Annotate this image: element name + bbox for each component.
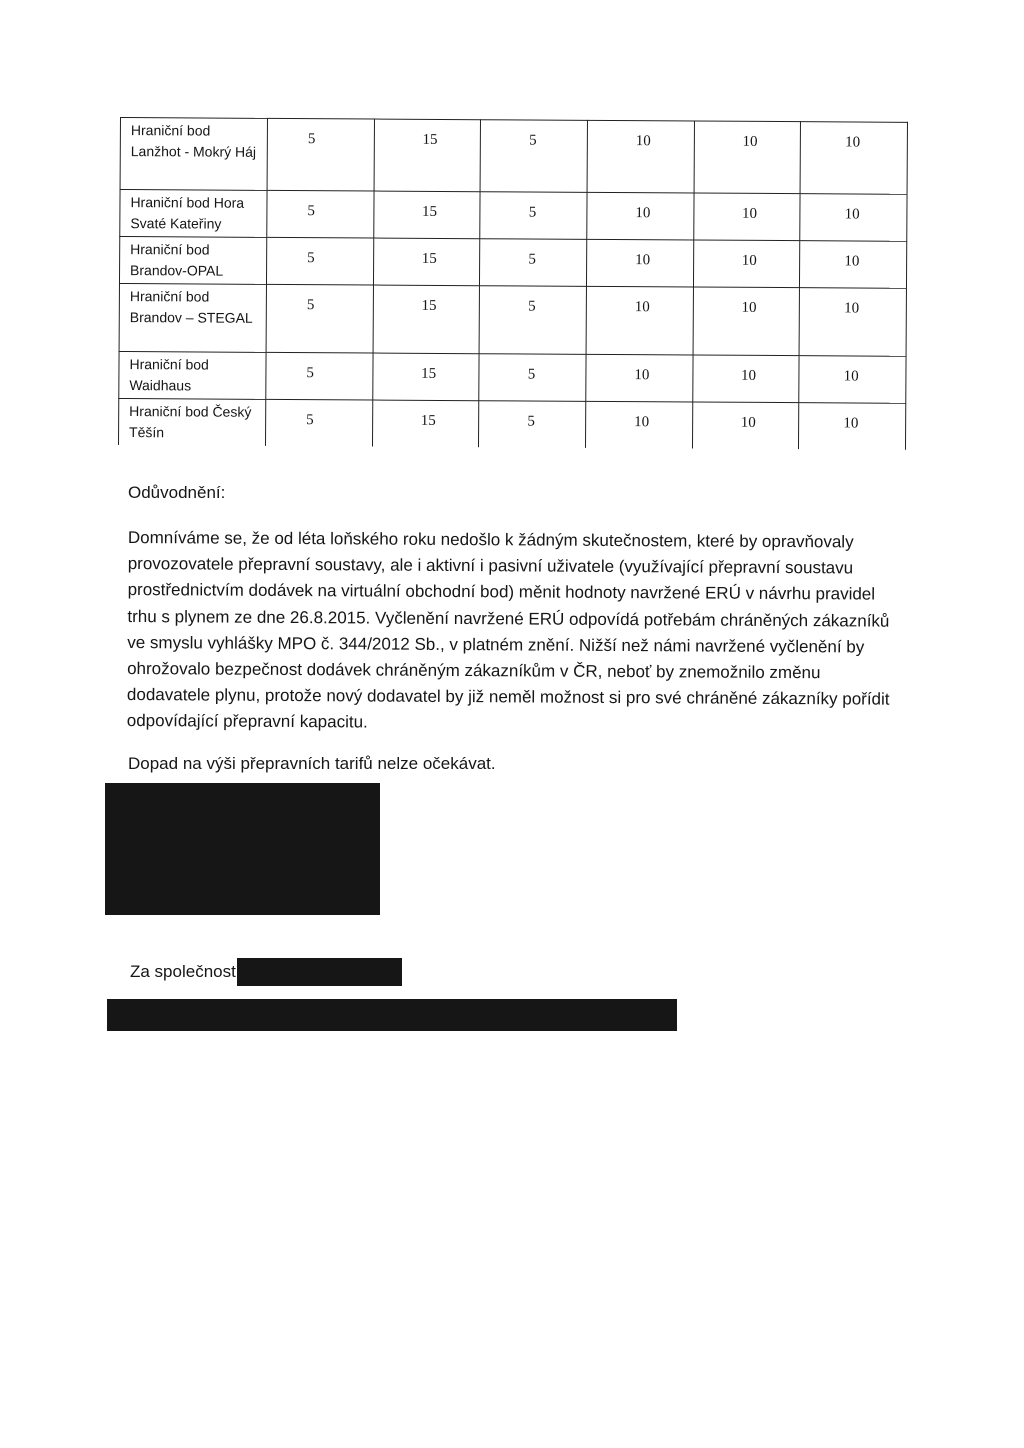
table-cell: 5: [266, 237, 373, 285]
table-cell: 10: [693, 287, 800, 356]
table-cell: 10: [800, 194, 907, 242]
table-cell: 10: [692, 402, 799, 449]
table-cell: 10: [692, 355, 799, 403]
table-cell: 5: [267, 118, 374, 191]
table-cell: 5: [266, 352, 373, 400]
table-cell: 15: [372, 400, 479, 447]
redacted-block: [105, 783, 380, 915]
table-cell: 10: [800, 241, 907, 289]
table-cell: 15: [374, 119, 481, 192]
table-cell: 15: [372, 353, 479, 401]
border-point-name: Hraniční bod Český Těšín: [118, 398, 265, 445]
table-cell: 5: [479, 286, 586, 355]
table-cell: 10: [586, 354, 693, 402]
border-point-name: Hraniční bod Waidhaus: [119, 351, 266, 399]
table-row: [118, 398, 905, 449]
redacted-signature-line: [107, 999, 677, 1031]
table-cell: 10: [799, 356, 906, 404]
company-label: Za společnost: [130, 962, 236, 981]
table-cell: 5: [479, 354, 586, 402]
table-cell: 15: [373, 238, 480, 286]
tariff-impact-statement: Dopad na výši přepravních tarifů nelze očekávat.: [128, 754, 496, 773]
redacted-company-name: [237, 958, 402, 986]
paragraph-line: odpovídající přepravní kapacitu.: [126, 711, 368, 732]
table-cell: 10: [799, 288, 906, 357]
capacity-table: [118, 117, 908, 450]
table-cell: 10: [586, 239, 693, 287]
paragraph-line: ve smyslu vyhlášky MPO č. 344/2012 Sb., v platném znění. Nižší než námi navržené vyčlenění by: [127, 632, 865, 657]
table-row: [120, 118, 907, 195]
table-cell: 5: [480, 239, 587, 287]
table-cell: 10: [587, 120, 694, 193]
table-row: [120, 190, 907, 242]
border-point-name: Hraniční bod Brandov-OPAL: [119, 237, 266, 285]
paragraph-line: trhu s plynem ze dne 26.8.2015. Vyčlenění navržené ERÚ odpovídá potřebám chráněných zákazníků: [127, 606, 890, 631]
table-row: [119, 237, 906, 289]
table-cell: 5: [265, 399, 372, 446]
table-cell: 15: [373, 191, 480, 239]
paragraph-line: provozovatele přepravní soustavy, ale i aktivní i pasivní uživatele (využívající přepravní soustavu: [127, 554, 854, 578]
table-cell: 5: [480, 120, 587, 193]
paragraph-line: prostřednictvím dodávek na virtuální obchodní bod) měnit hodnoty navržené ERÚ v návrhu pravidel: [127, 580, 876, 604]
border-point-name: Hraniční bod Lanžhot - Mokrý Háj: [120, 118, 267, 191]
table-cell: 10: [693, 193, 800, 241]
table-cell: 5: [480, 192, 587, 240]
justification-paragraph: [127, 525, 904, 739]
justification-heading: Odůvodnění:: [128, 483, 226, 502]
border-point-name: Hraniční bod Hora Svaté Kateřiny: [120, 190, 267, 238]
paragraph-line: Domníváme se, že od léta loňského roku nedošlo k žádným skutečnostem, které by opravňovaly: [127, 527, 854, 552]
table-cell: 5: [479, 401, 586, 448]
paragraph-line: ohrožovalo bezpečnost dodávek chráněným zákazníkům v ČR, neboť by znemožnilo změnu: [127, 659, 821, 683]
table-cell: 10: [694, 121, 801, 194]
paragraph-line: dodavatele plynu, protože nový dodavatel by již neměl možnost si pro své chráněné zákazníky pořídit: [126, 685, 890, 709]
table-cell: 5: [267, 190, 374, 238]
table-cell: 5: [266, 284, 373, 353]
table-cell: 10: [693, 240, 800, 288]
table-cell: 10: [585, 401, 692, 448]
table-cell: 15: [373, 285, 480, 354]
table-cell: 10: [800, 122, 907, 195]
table-cell: 10: [799, 403, 906, 450]
border-point-name: Hraniční bod Brandov – STEGAL: [119, 283, 266, 352]
table-cell: 10: [587, 192, 694, 240]
table-row: [119, 283, 906, 356]
table-row: [119, 351, 906, 403]
table-cell: 10: [586, 286, 693, 355]
